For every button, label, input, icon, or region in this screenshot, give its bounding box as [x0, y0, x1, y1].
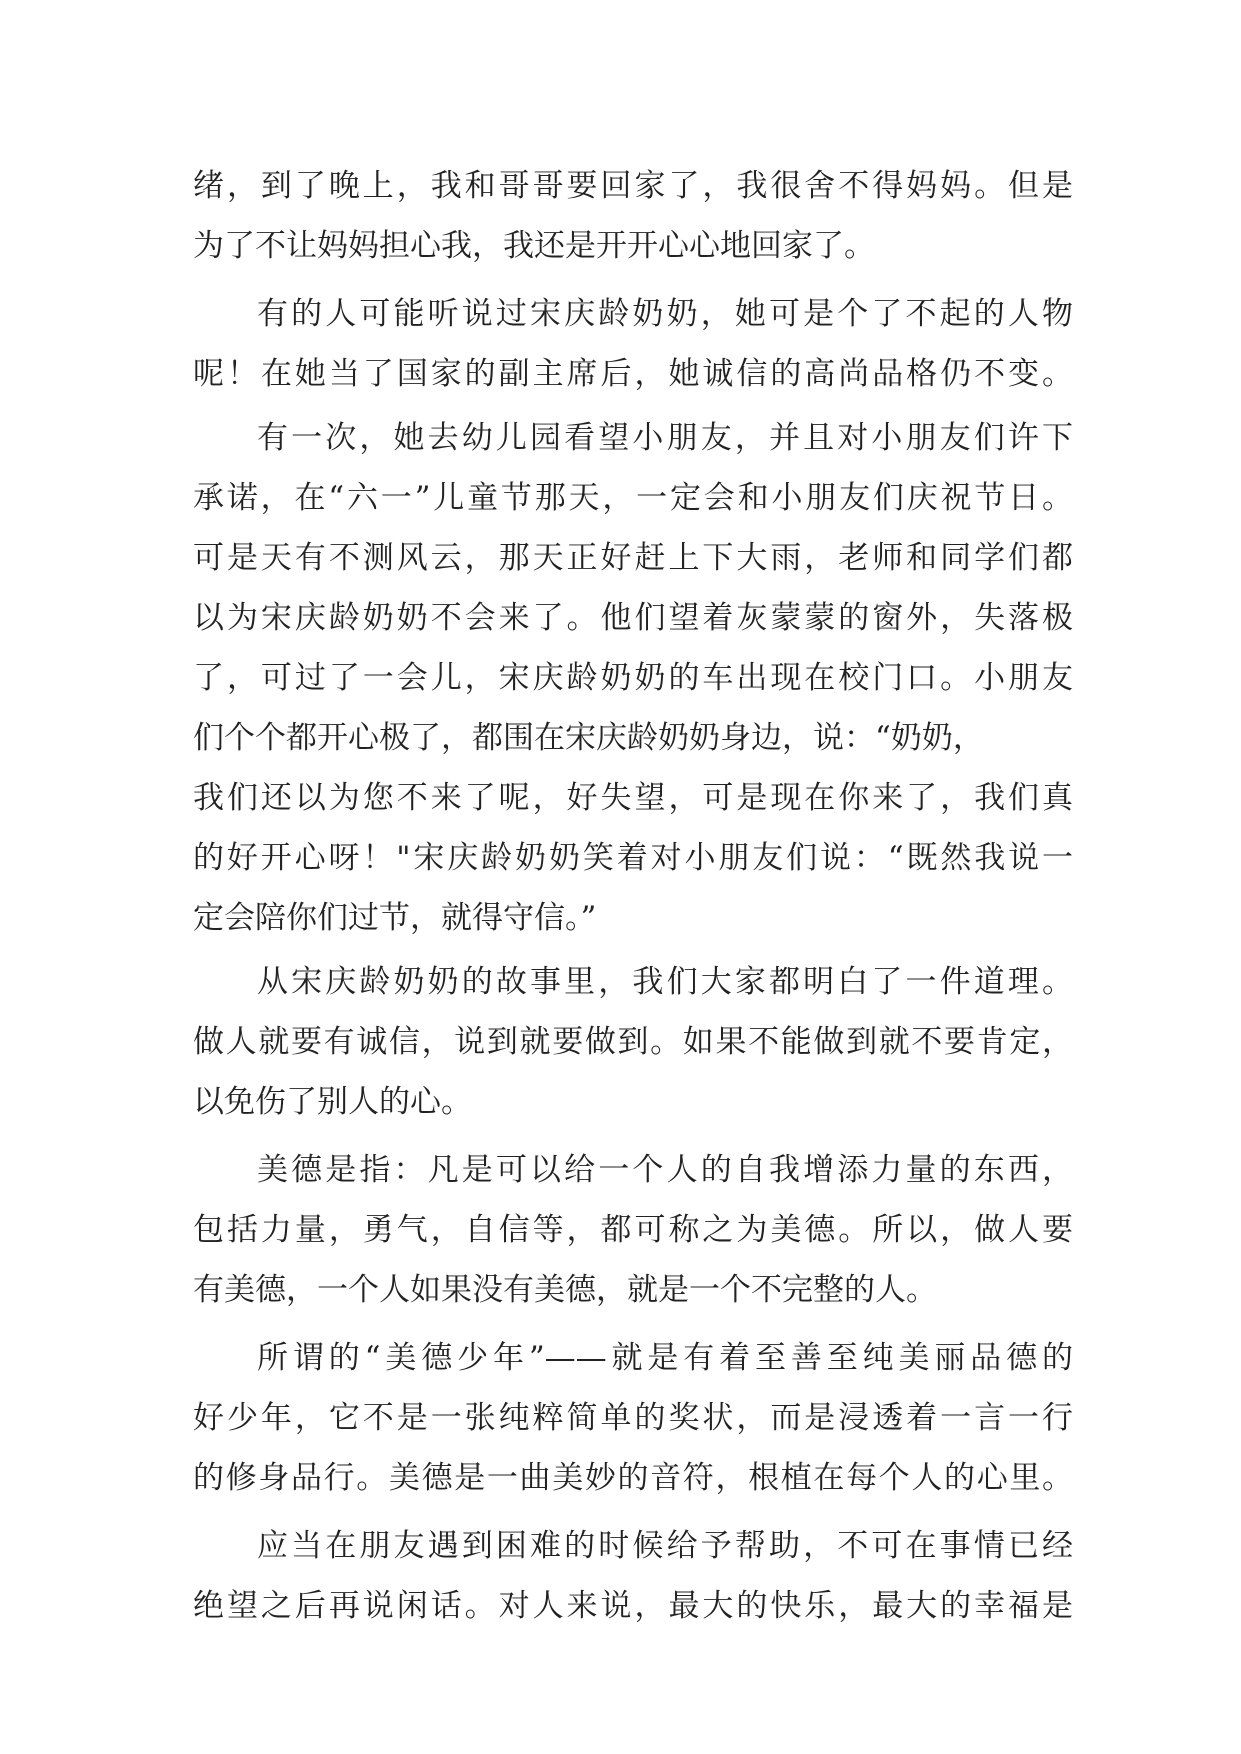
text-line: 的好开心呀！"宋庆龄奶奶笑着对小朋友们说：“既然我说一 — [193, 840, 1073, 876]
text-line: 定会陪你们过节，就得守信。” — [193, 900, 597, 936]
text-line: 包括力量，勇气，自信等，都可称之为美德。所以，做人要 — [193, 1212, 1073, 1248]
text-line: 以免伤了别人的心。 — [193, 1084, 472, 1120]
text-line: 应当在朋友遇到困难的时候给予帮助，不可在事情已经 — [257, 1528, 1073, 1564]
text-line: 了，可过了一会儿，宋庆龄奶奶的车出现在校门口。小朋友 — [193, 660, 1073, 696]
text-line: 的修身品行。美德是一曲美妙的音符，根植在每个人的心里。 — [193, 1460, 1073, 1496]
text-line: 绝望之后再说闲话。对人来说，最大的快乐，最大的幸福是 — [193, 1588, 1073, 1624]
text-line: 做人就要有诚信，说到就要做到。如果不能做到就不要肯定， — [193, 1024, 1073, 1060]
text-line: 为了不让妈妈担心我，我还是开开心心地回家了。 — [193, 228, 875, 264]
text-line: 承诺，在“六一”儿童节那天，一定会和小朋友们庆祝节日。 — [193, 480, 1073, 516]
text-line: 呢！在她当了国家的副主席后，她诚信的高尚品格仍不变。 — [193, 356, 1073, 392]
text-line: 绪，到了晚上，我和哥哥要回家了，我很舍不得妈妈。但是 — [193, 168, 1073, 204]
text-line: 以为宋庆龄奶奶不会来了。他们望着灰蒙蒙的窗外，失落极 — [193, 600, 1073, 636]
text-line: 所谓的“美德少年”——就是有着至善至纯美丽品德的 — [257, 1340, 1073, 1376]
text-line: 有美德，一个人如果没有美德，就是一个不完整的人。 — [193, 1272, 937, 1308]
text-line: 们个个都开心极了，都围在宋庆龄奶奶身边，说：“奶奶， — [193, 720, 984, 756]
text-line: 好少年，它不是一张纯粹简单的奖状，而是浸透着一言一行 — [193, 1400, 1073, 1436]
text-line: 我们还以为您不来了呢，好失望，可是现在你来了，我们真 — [193, 780, 1073, 816]
text-line: 可是天有不测风云，那天正好赶上下大雨，老师和同学们都 — [193, 540, 1073, 576]
text-line: 有的人可能听说过宋庆龄奶奶，她可是个了不起的人物 — [257, 296, 1073, 332]
text-line: 从宋庆龄奶奶的故事里，我们大家都明白了一件道理。 — [257, 964, 1073, 1000]
text-line: 有一次，她去幼儿园看望小朋友，并且对小朋友们许下 — [257, 420, 1073, 456]
text-line: 美德是指：凡是可以给一个人的自我增添力量的东西， — [257, 1152, 1073, 1188]
